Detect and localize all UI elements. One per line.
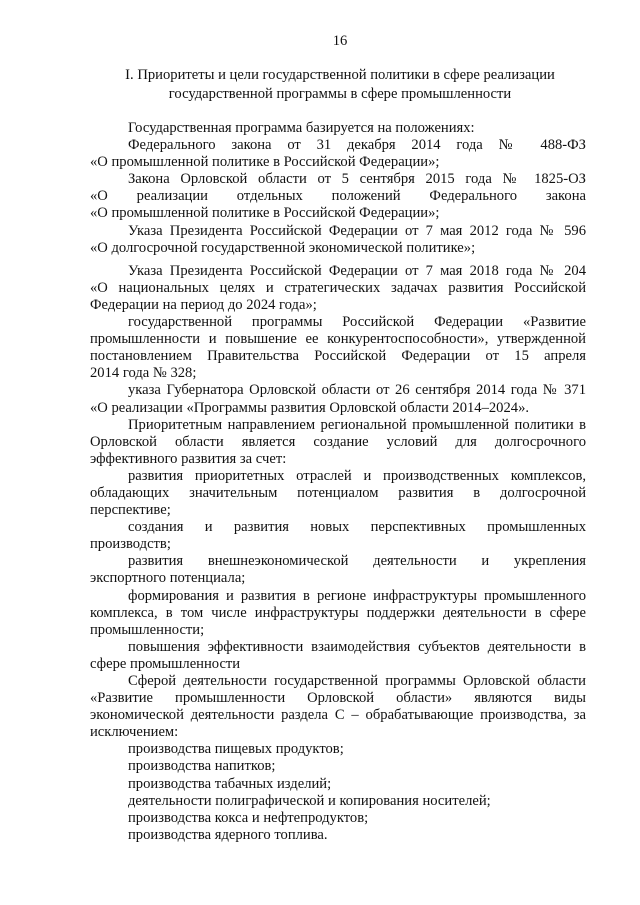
text-line: обладающих значительным потенциалом развития в долгосрочной bbox=[90, 484, 586, 501]
text-line: Сферой деятельности государственной программы Орловской области bbox=[128, 673, 586, 689]
text-line: Государственная программа базируется на положениях: bbox=[128, 120, 475, 136]
text-line: промышленности и повышение ее конкурентоспособности», утвержденной bbox=[90, 331, 586, 348]
page-number: 16 bbox=[332, 33, 348, 49]
text-line: «Развитие промышленности Орловской области» являются виды bbox=[90, 690, 586, 707]
text-line: Федерального закона от 31 декабря 2014 года № 488-ФЗ bbox=[128, 137, 586, 154]
text-line: повышения эффективности взаимодействия субъектов деятельности в bbox=[128, 638, 586, 655]
text-line: «О долгосрочной государственной экономической политике»; bbox=[90, 239, 476, 256]
text-line: сфере промышленности bbox=[90, 655, 241, 672]
text-line: производства табачных изделий; bbox=[128, 775, 332, 792]
text-line: производств; bbox=[90, 536, 171, 553]
text-line: эффективного развития за счет: bbox=[90, 450, 287, 467]
text-line: промышленности; bbox=[90, 621, 205, 638]
text-line: производства ядерного топлива. bbox=[128, 826, 328, 843]
text-line: деятельности полиграфической и копирования носителей; bbox=[128, 792, 491, 809]
text-line: развития приоритетных отраслей и производственных комплексов, bbox=[128, 467, 586, 484]
text-line: производства пищевых продуктов; bbox=[128, 741, 344, 758]
heading-line: государственной программы в сфере промышленности bbox=[168, 86, 512, 102]
text-line: «О национальных целях и стратегических задачах развития Российской bbox=[90, 279, 586, 296]
text-line: 2014 года № 328; bbox=[90, 365, 197, 382]
text-line: экономической деятельности раздела С – обрабатывающие производства, за bbox=[90, 707, 586, 724]
section-heading bbox=[100, 66, 580, 104]
text-line: «О промышленной политике в Российской Федерации»; bbox=[90, 154, 440, 171]
text-line: формирования и развития в регионе инфраструктуры промышленного bbox=[128, 587, 586, 604]
text-line: указа Губернатора Орловской области от 26 сентября 2014 года № 371 bbox=[128, 382, 586, 399]
text-line: постановлением Правительства Российской Федерации от 15 апреля bbox=[90, 348, 586, 365]
text-line: перспективе; bbox=[90, 502, 171, 519]
text-line: исключением: bbox=[90, 724, 179, 741]
text-line: государственной программы Российской Федерации «Развитие bbox=[128, 314, 586, 331]
text-line: Закона Орловской области от 5 сентября 2015 года № 1825-ОЗ bbox=[128, 171, 586, 188]
heading-line: I. Приоритеты и цели государственной политики в сфере реализации bbox=[125, 67, 555, 83]
text-line: развития внешнеэкономической деятельности и укрепления bbox=[128, 553, 586, 570]
text-line: комплекса, в том числе инфраструктуры поддержки деятельности в сфере bbox=[90, 604, 586, 621]
text-line: Приоритетным направлением региональной промышленной политики в bbox=[128, 416, 586, 433]
text-line: Указа Президента Российской Федерации от 7 мая 2018 года № 204 bbox=[128, 262, 586, 279]
text-line: «О промышленной политике в Российской Федерации»; bbox=[90, 205, 440, 222]
text-line: создания и развития новых перспективных промышленных bbox=[128, 519, 586, 536]
text-line: Орловской области является создание условий для долгосрочного bbox=[90, 433, 586, 450]
text-line: «О реализации отдельных положений Федерального закона bbox=[90, 188, 586, 205]
text-line: производства кокса и нефтепродуктов; bbox=[128, 809, 369, 826]
document-body bbox=[90, 120, 586, 844]
text-line: экспортного потенциала; bbox=[90, 570, 246, 587]
text-line: Указа Президента Российской Федерации от 7 мая 2012 года № 596 bbox=[128, 222, 586, 239]
text-line: производства напитков; bbox=[128, 758, 276, 775]
text-line: Федерации на период до 2024 года»; bbox=[90, 296, 317, 313]
text-line: «О реализации «Программы развития Орловской области 2014–2024». bbox=[90, 399, 530, 416]
